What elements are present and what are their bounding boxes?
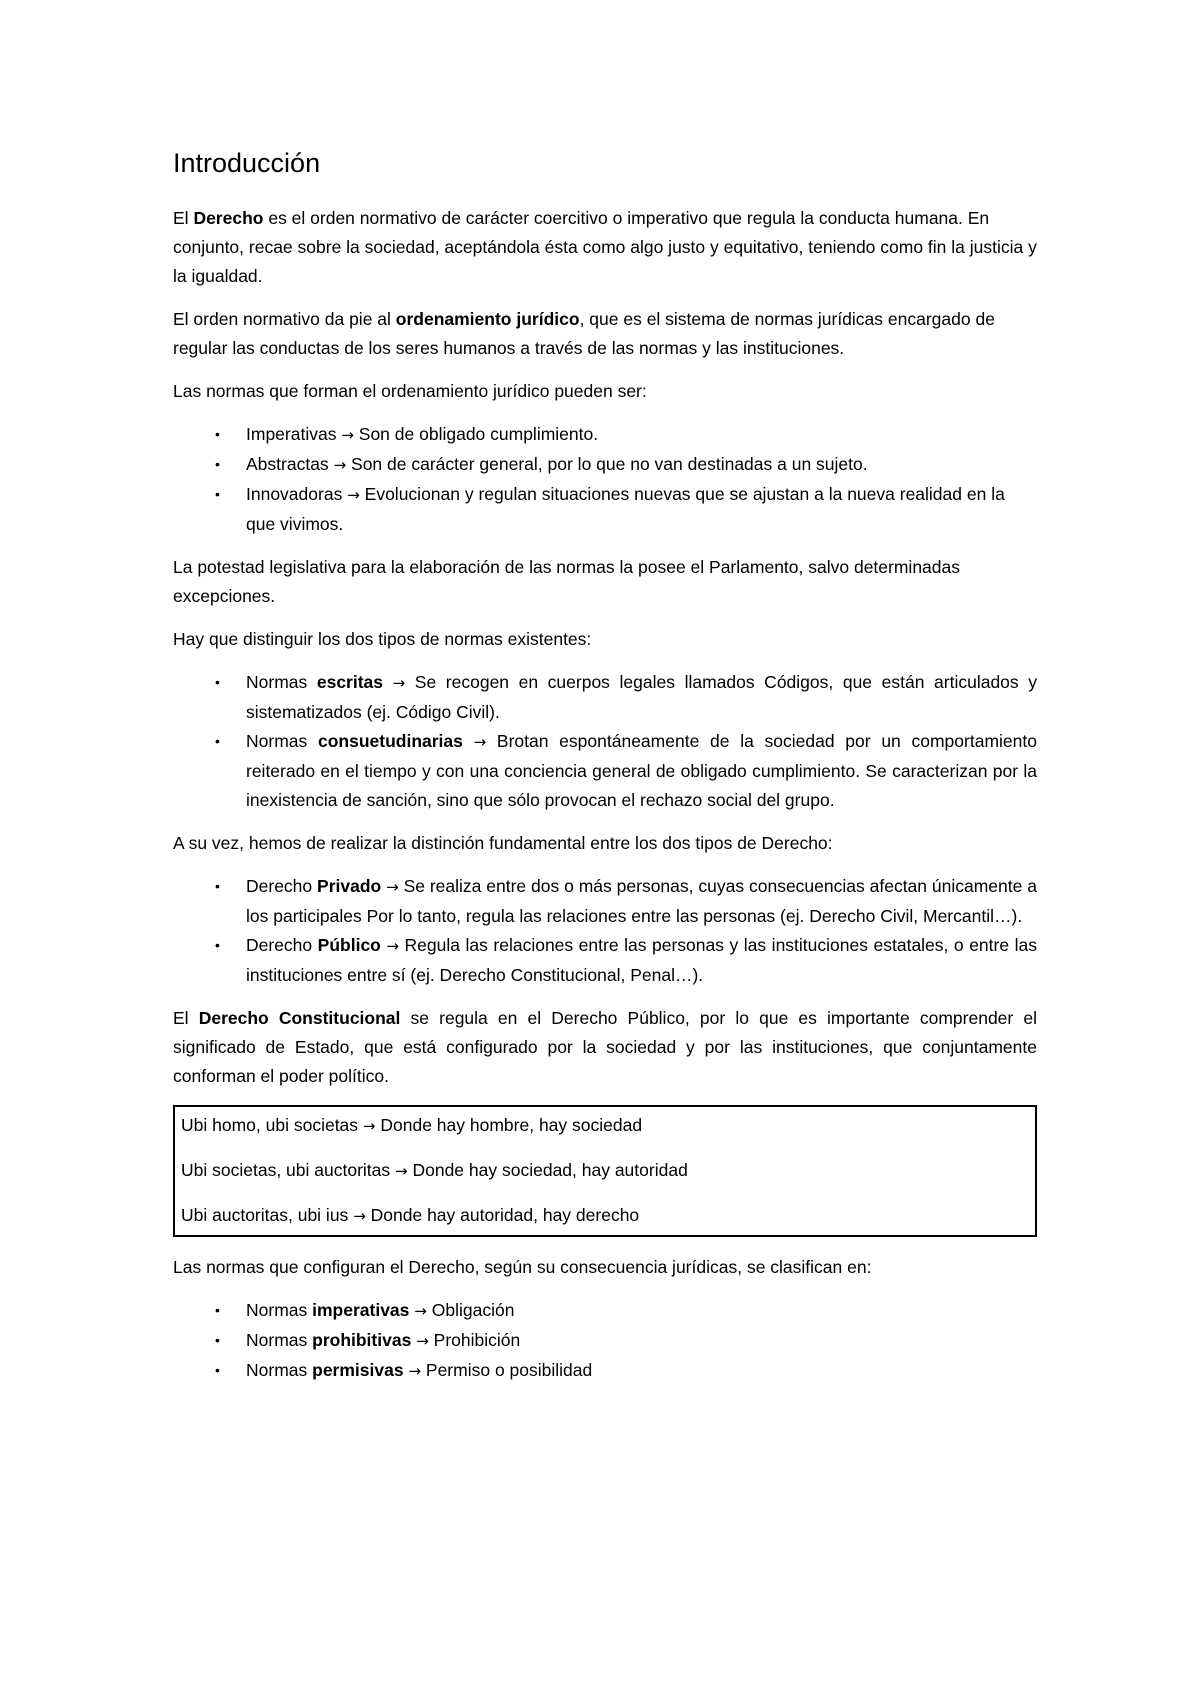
list-written-customary (173, 668, 1037, 815)
item-term: Imperativas (246, 424, 337, 444)
item-desc: Obligación (431, 1300, 515, 1320)
paragraph-normas-intro: Las normas que forman el ordenamiento jurídico pueden ser: (173, 381, 647, 401)
item-desc: Prohibición (433, 1330, 521, 1350)
arrow-right-icon: → (392, 674, 406, 692)
bullet-icon: • (215, 1332, 220, 1348)
item-term: permisivas (312, 1360, 404, 1380)
text: El (173, 208, 194, 228)
item-prefix: Normas (246, 731, 318, 751)
list-norm-types (173, 420, 1037, 539)
paragraph-dos-tipos-normas: Hay que distinguir los dos tipos de normas existentes: (173, 629, 592, 649)
maxim-latin: Ubi homo, ubi societas (181, 1115, 359, 1135)
item-prefix: Normas (246, 1300, 313, 1320)
item-desc: Permiso o posibilidad (425, 1360, 593, 1380)
arrow-right-icon: → (341, 426, 354, 444)
item-term: Abstractas (246, 454, 329, 474)
item-desc: Regula las relaciones entre las personas y las instituciones estatales, o entre las instituciones entre sí (ej. Derecho Constitucional, Penal…). (246, 935, 1037, 985)
paragraph-tipos-derecho: A su vez, hemos de realizar la distinción fundamental entre los dos tipos de Derecho: (173, 833, 833, 853)
paragraph-ordenamiento (173, 305, 1037, 363)
arrow-right-icon: → (473, 733, 487, 751)
page-title: Introducción (173, 148, 321, 178)
bullet-icon: • (215, 937, 220, 953)
item-desc: Brotan espontáneamente de la sociedad por un comportamiento reiterado en el tiempo y con una conciencia general de obligado cumplimiento. Se caracterizan por la inexistencia de sanción, sino que sólo provocan el rechazo social del grupo. (246, 731, 1037, 810)
item-prefix: Normas (246, 1360, 313, 1380)
bullet-icon: • (215, 426, 220, 442)
maxim-row (181, 1111, 1029, 1141)
text: es el orden normativo de carácter coercitivo o imperativo que regula la conducta humana. En conjunto, recae sobre la sociedad, aceptándola ésta como algo justo y equitativo, teniendo como fin la justicia y la igualdad. (173, 208, 1037, 286)
item-desc: Se realiza entre dos o más personas, cuyas consecuencias afectan únicamente a los participales Por lo tanto, regula las relaciones entre las personas (ej. Derecho Civil, Mercantil…). (246, 876, 1037, 926)
item-term: Innovadoras (246, 484, 343, 504)
item-term: escritas (316, 672, 384, 692)
arrow-right-icon: → (386, 878, 399, 896)
bullet-icon: • (215, 456, 220, 472)
bold-term: Derecho Constitucional (198, 1008, 401, 1028)
text: , que es el sistema de normas jurídicas encargado de regular las conductas de los seres humanos a través de las normas y las instituciones. (173, 309, 995, 358)
arrow-right-icon: → (408, 1362, 422, 1380)
item-desc: Son de carácter general, por lo que no van destinadas a un sujeto. (351, 454, 868, 474)
item-prefix: Normas (246, 1330, 313, 1350)
paragraph-potestad: La potestad legislativa para la elaboración de las normas la posee el Parlamento, salvo determinadas excepciones. (173, 557, 960, 606)
maxim-meaning: Donde hay hombre, hay sociedad (380, 1115, 643, 1135)
bold-term: Derecho (193, 208, 264, 228)
document-body (173, 146, 1037, 1400)
list-item (173, 1296, 1037, 1326)
text: El (173, 1008, 199, 1028)
item-desc: Se recogen en cuerpos legales llamados Códigos, que están articulados y sistematizados (ej. Código Civil). (246, 672, 1037, 722)
bullet-icon: • (215, 1362, 220, 1378)
arrow-right-icon: → (353, 1207, 366, 1225)
arrow-right-icon: → (362, 1117, 376, 1135)
arrow-right-icon: → (414, 1302, 427, 1320)
paragraph-constitucional (173, 1004, 1037, 1091)
maxim-row (181, 1201, 1029, 1231)
text: se regula en el Derecho Público, por lo que es importante comprender el significado de Estado, que está configurado por la sociedad y por las instituciones, que conjuntamente conforman el poder político. (173, 1008, 1037, 1086)
item-term: consuetudinarias (317, 731, 463, 751)
item-desc: Son de obligado cumplimiento. (358, 424, 599, 444)
text: El orden normativo da pie al (173, 309, 396, 329)
item-prefix: Derecho (246, 876, 318, 896)
item-term: imperativas (312, 1300, 410, 1320)
maxim-meaning: Donde hay autoridad, hay derecho (370, 1205, 640, 1225)
item-term: prohibitivas (312, 1330, 412, 1350)
bullet-icon: • (215, 486, 220, 502)
item-term: Privado (317, 876, 382, 896)
list-item (173, 450, 1037, 480)
list-item (173, 931, 1037, 990)
bullet-icon: • (215, 1302, 220, 1318)
list-item (173, 727, 1037, 815)
bullet-icon: • (215, 733, 220, 749)
list-private-public (173, 872, 1037, 990)
list-item (173, 420, 1037, 450)
list-item (173, 480, 1037, 539)
maxim-meaning: Donde hay sociedad, hay autoridad (412, 1160, 688, 1180)
bullet-icon: • (215, 878, 220, 894)
item-prefix: Derecho (246, 935, 318, 955)
bullet-icon: • (215, 674, 220, 690)
arrow-right-icon: → (386, 937, 399, 955)
item-term: Público (317, 935, 381, 955)
item-prefix: Normas (246, 672, 317, 692)
arrow-right-icon: → (416, 1332, 429, 1350)
bold-term: ordenamiento jurídico (395, 309, 580, 329)
arrow-right-icon: → (347, 486, 360, 504)
item-desc: Evolucionan y regulan situaciones nuevas que se ajustan a la nueva realidad en la que vivimos. (246, 484, 1005, 534)
paragraph-clasificacion: Las normas que configuran el Derecho, según su consecuencia jurídicas, se clasifican en: (173, 1257, 872, 1277)
list-item (173, 1326, 1037, 1356)
maxim-row (181, 1156, 1029, 1186)
latin-maxims-box (173, 1105, 1037, 1237)
maxim-latin: Ubi auctoritas, ubi ius (181, 1205, 349, 1225)
list-consequence-types (173, 1296, 1037, 1386)
list-item (173, 668, 1037, 727)
paragraph-derecho-definition (173, 204, 1037, 291)
list-item (173, 872, 1037, 931)
arrow-right-icon: → (333, 456, 347, 474)
arrow-right-icon: → (395, 1162, 408, 1180)
maxim-latin: Ubi societas, ubi auctoritas (181, 1160, 391, 1180)
list-item (173, 1356, 1037, 1386)
